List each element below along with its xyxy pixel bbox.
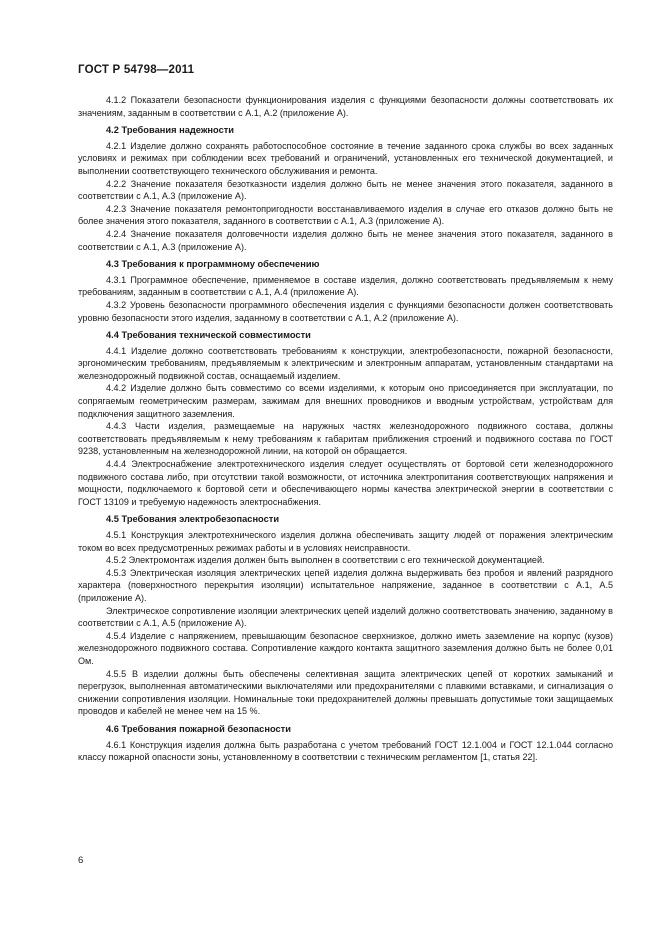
document-code-header: ГОСТ Р 54798—2011: [78, 64, 195, 76]
section-heading: 4.2 Требования надежности: [106, 125, 235, 136]
section-heading: 4.5 Требования электробезопасности: [106, 514, 280, 525]
section-heading: 4.6 Требования пожарной безопасности: [106, 723, 291, 734]
paragraph: 4.5.2 Электромонтаж изделия должен быть выполнен в соответствии с его технической документацией.: [106, 555, 545, 566]
paragraph: 4.5.3 Электрическая изоляция электрических цепей изделия должна выдерживать без пробоя и явлений разрядного характера (поверхностного перекрытия изоляции) испытательное напряжение, заданное в соответствии с А.1, А.5 (приложение А).: [78, 567, 613, 603]
paragraph: 4.5.4 Изделие с напряжением, превышающим безопасное сверхнизкое, должно иметь заземление на корпус (кузов) железнодорожного подвижного состава. Сопротивление каждого контакта защитного заземления должно быть не более 0,01 Ом.: [78, 630, 613, 666]
paragraph: 4.4.2 Изделие должно быть совместимо со всеми изделиями, к которым оно присоединяется при эксплуатации, по сопрягаемым геометрическим размерам, зажимам для внешних проводников и вводным устройствам, устройствам для подключения защитного заземления.: [78, 383, 613, 419]
paragraph: 4.3.2 Уровень безопасности программного обеспечения изделия с функциями безопасности должен соответствовать уровню безопасности этого изделия, заданному в соответствии с А.1, А.2 (приложение А).: [78, 299, 613, 323]
paragraph: 4.5.1 Конструкция электротехнического изделия должна обеспечивать защиту людей от поражения электрическим током во всех предусмотренных режимах работы и в условиях неисправности.: [78, 530, 613, 553]
paragraph: Электрическое сопротивление изоляции электрических цепей изделий должно соответствовать значению, заданному в соответствии с А.1, А.5 (приложение А).: [78, 605, 613, 629]
document-body: [78, 94, 613, 764]
paragraph: 4.4.1 Изделие должно соответствовать требованиям к конструкции, электробезопасности, пожарной безопасности, эргономическим требованиям, предъявляемым к электрическим и электронным аппаратам, установленным стандартами на железнодорожный подвижной состав, оснащаемый изделием.: [78, 345, 613, 381]
page-number: 6: [78, 855, 84, 866]
paragraph: 4.4.4 Электроснабжение электротехнического изделия следует осуществлять от бортовой сети железнодорожного подвижного состава либо, при отсутствии такой возможности, от источника электропитания соответствующих напряжения и мощности, подключаемого к бортовой сети и обеспечивающего нормы качества электрической энергии в соответствии с ГОСТ 13109 и требуемую надежность электроснабжения.: [78, 459, 613, 507]
paragraph: 4.1.2 Показатели безопасности функционирования изделия с функциями безопасности должны соответствовать их значениям, заданным в соответствии с А.1, А.2 (приложение А).: [78, 95, 613, 118]
section-heading: 4.4 Требования технической совместимости: [106, 330, 311, 341]
paragraph: 4.2.1 Изделие должно сохранять работоспособное состояние в течение заданного срока службы во всех заданных условиях и режимах при соблюдении всех требований и ограничений, установленных его технической документацией, и выполнении соответствующего технического обслуживания и ремонта.: [78, 140, 613, 176]
paragraph: 4.4.3 Части изделия, размещаемые на наружных частях железнодорожного подвижного состава, должны соответствовать предъявляемым к нему требованиям к габаритам приближения строений и подвижного состава по ГОСТ 9238, установленным на железнодорожной линии, на которой он обращается.: [78, 421, 613, 457]
paragraph: 4.2.3 Значение показателя ремонтопригодности восстанавливаемого изделия в случае его отказов должно быть не более значения этого показателя, заданного в соответствии с А.1, А.3 (приложение А).: [78, 203, 613, 227]
paragraph: 4.2.4 Значение показателя долговечности изделия должно быть не менее значения этого показателя, заданного в соответствии с А.1, А.3 (приложение А).: [78, 228, 613, 252]
section-heading: 4.3 Требования к программному обеспечению: [106, 259, 320, 270]
paragraph: 4.2.2 Значение показателя безотказности изделия должно быть не менее значения этого показателя, заданного в соответствии с А.1, А.3 (приложение А).: [78, 178, 613, 202]
paragraph: 4.6.1 Конструкция изделия должна быть разработана с учетом требований ГОСТ 12.1.004 и ГОСТ 12.1.044 согласно классу пожарной опасности зоны, установленному в соответствии с техническим регламентом [1, статья 22].: [78, 739, 613, 763]
paragraph: 4.3.1 Программное обеспечение, применяемое в составе изделия, должно соответствовать предъявляемым к нему требованиям, заданным в соответствии с А.1, А.4 (приложение А).: [78, 274, 613, 298]
paragraph: 4.5.5 В изделии должны быть обеспечены селективная защита электрических цепей от коротких замыканий и перегрузок, выполненная автоматическими выключателями или предохранителями с плавкими вставками, и сигнализация о снижении сопротивления изоляции. Номинальные токи предохранителей должны превышать допустимые токи защищаемых проводов и кабелей не менее чем на 15 %.: [78, 668, 613, 717]
